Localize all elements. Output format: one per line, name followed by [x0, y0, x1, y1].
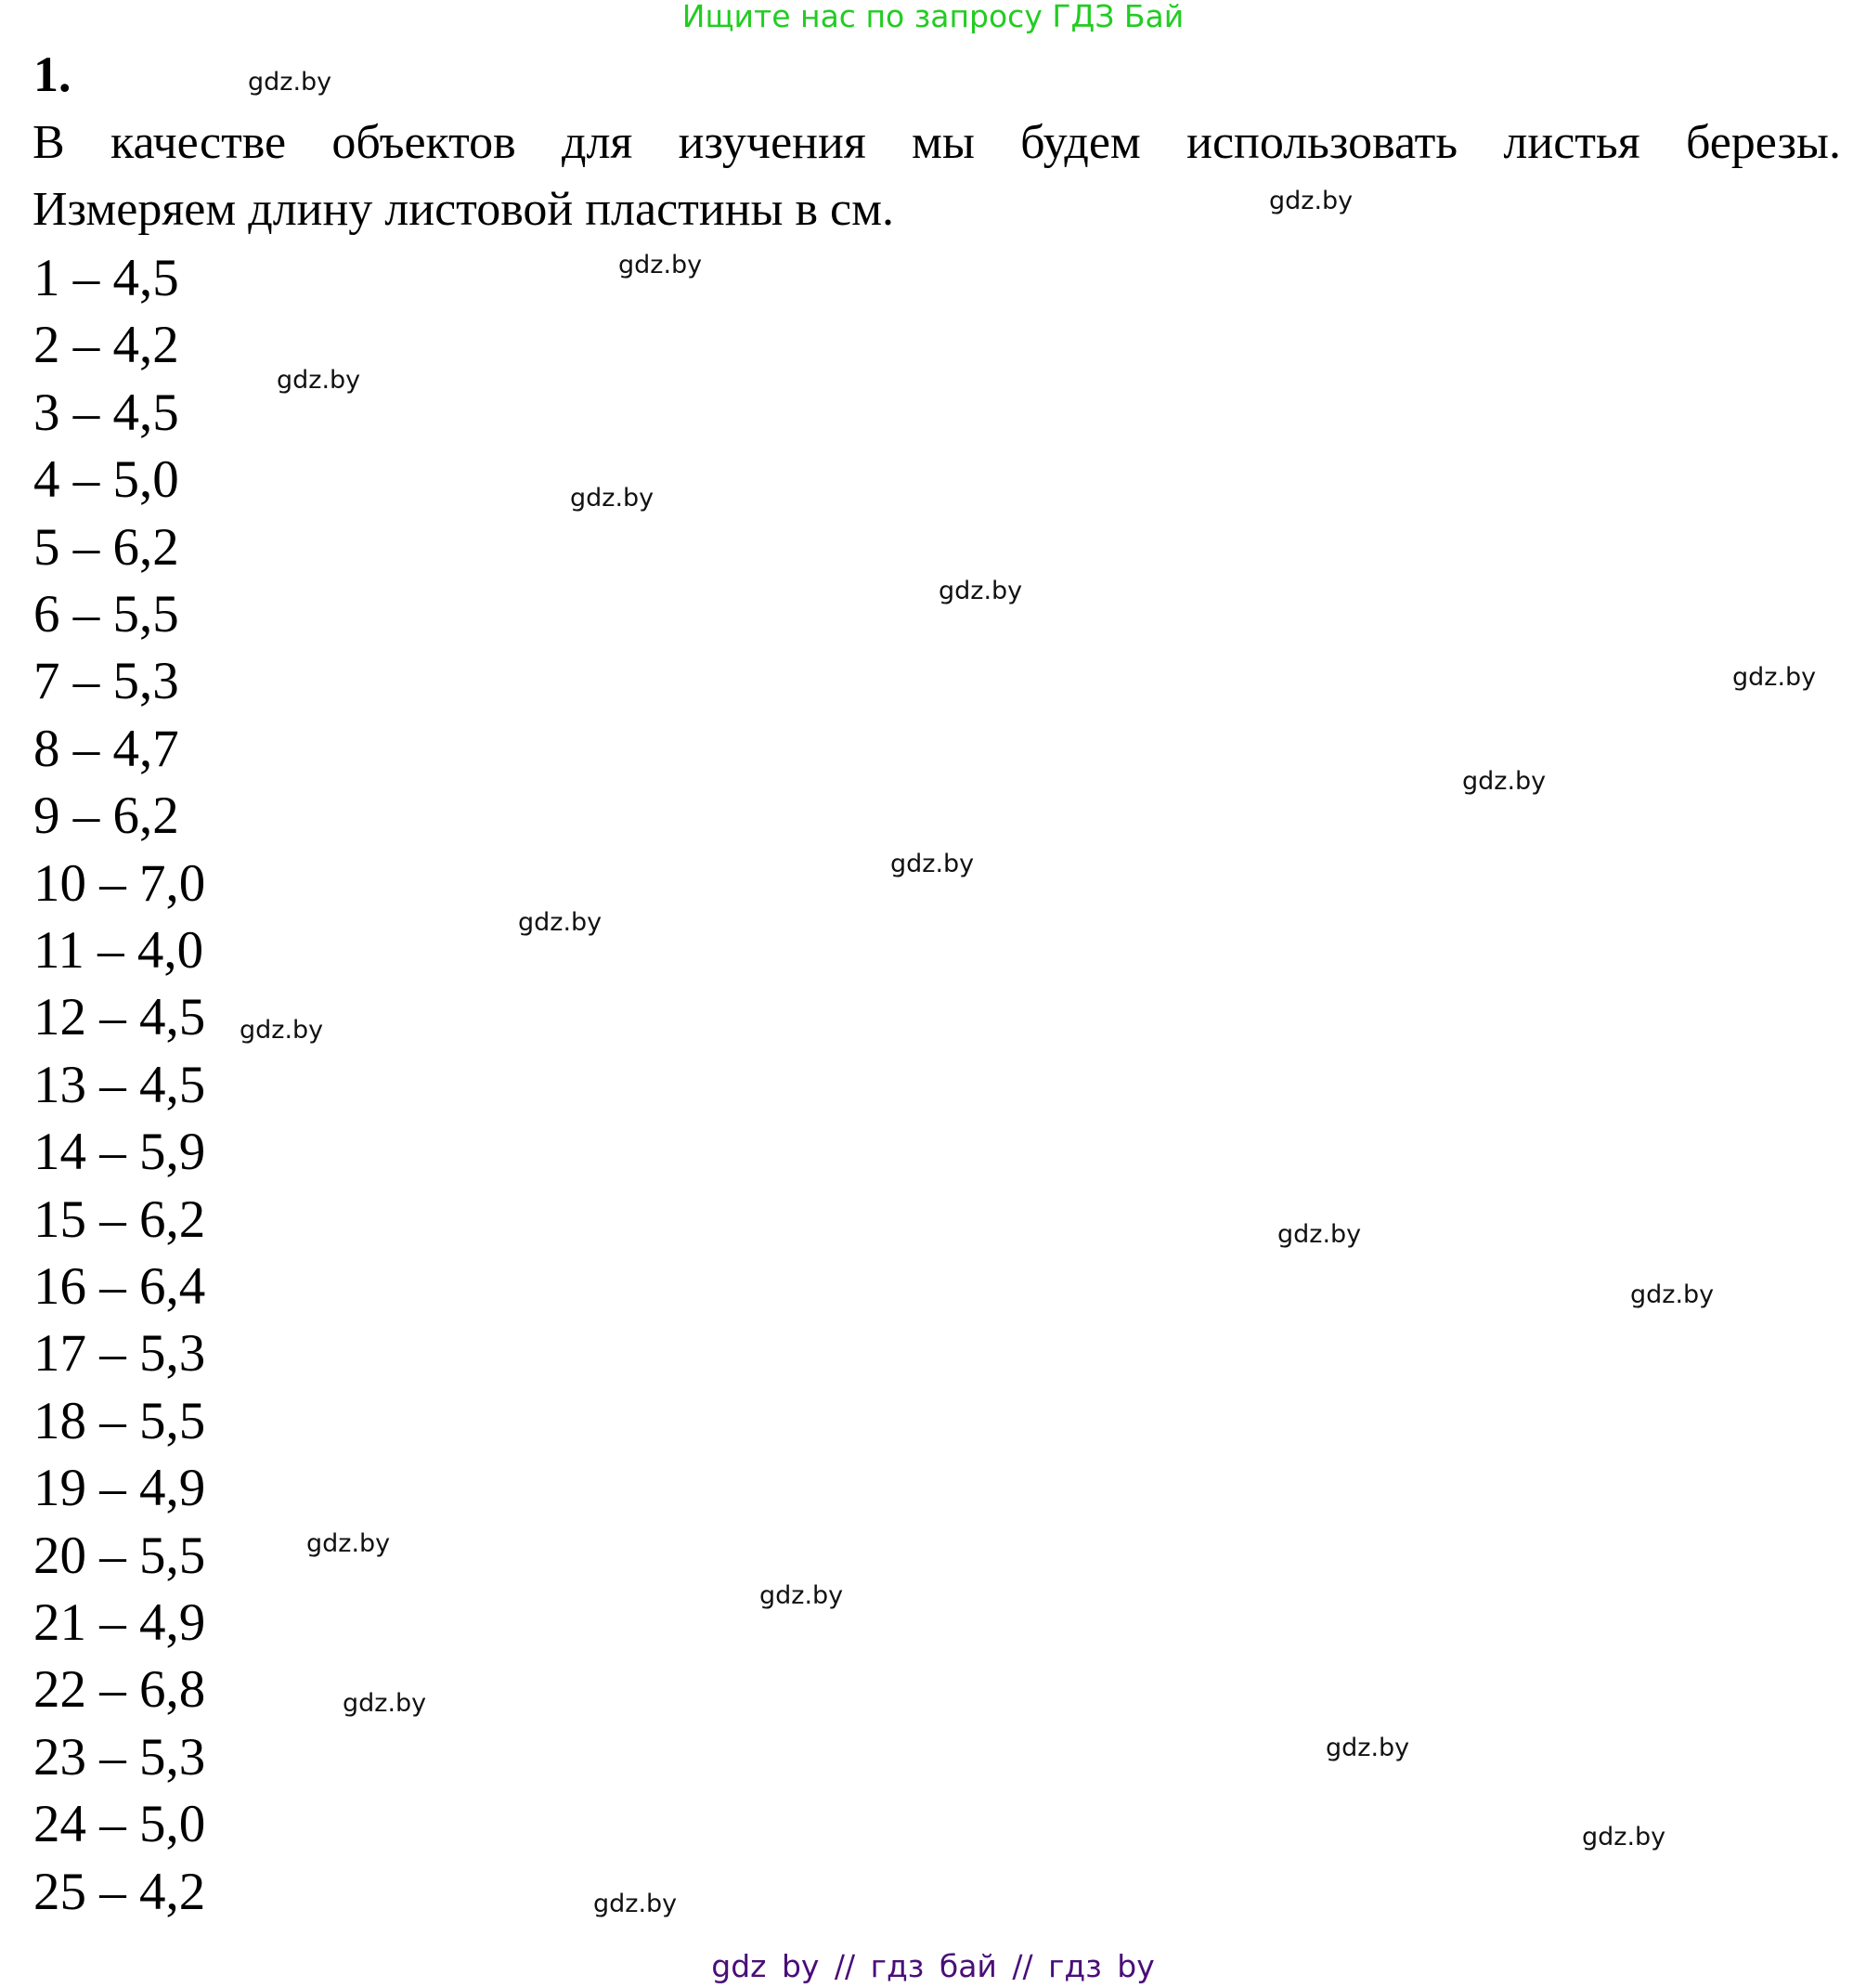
measurement-row: 22 – 6,8 [33, 1660, 206, 1719]
watermark: gdz.by [618, 251, 703, 279]
watermark: gdz.by [1269, 187, 1354, 215]
measurement-row: 9 – 6,2 [33, 786, 179, 845]
measurement-row: 13 – 4,5 [33, 1056, 206, 1114]
measurement-row: 15 – 6,2 [33, 1190, 206, 1249]
measurement-row: 14 – 5,9 [33, 1123, 206, 1181]
footer-links: gdz by // гдз бай // гдз by [711, 1948, 1155, 1984]
watermark: gdz.by [1326, 1734, 1410, 1762]
measurement-row: 24 – 5,0 [33, 1795, 206, 1853]
measurement-row: 12 – 4,5 [33, 988, 206, 1046]
watermark: gdz.by [1732, 663, 1817, 692]
promo-banner: Ищите нас по запросу ГДЗ Бай [681, 0, 1185, 34]
measurement-row: 17 – 5,3 [33, 1324, 206, 1383]
watermark: gdz.by [518, 908, 603, 937]
measurement-row: 5 – 6,2 [33, 518, 179, 577]
watermark: gdz.by [759, 1581, 844, 1610]
measurement-row: 1 – 4,5 [33, 249, 179, 307]
measurement-row: 25 – 4,2 [33, 1863, 206, 1921]
watermark: gdz.by [343, 1689, 427, 1718]
watermark: gdz.by [1277, 1220, 1362, 1249]
measurement-row: 16 – 6,4 [33, 1257, 206, 1316]
measurement-row: 18 – 5,5 [33, 1392, 206, 1450]
watermark: gdz.by [306, 1529, 391, 1558]
watermark: gdz.by [240, 1016, 324, 1045]
task-number: 1. [33, 46, 71, 102]
measurement-row: 3 – 4,5 [33, 383, 179, 442]
watermark: gdz.by [1582, 1823, 1666, 1852]
intro-text-line-2: Измеряем длину листовой пластины в см. [32, 183, 895, 236]
watermark: gdz.by [1462, 767, 1547, 796]
measurement-row: 20 – 5,5 [33, 1527, 206, 1585]
measurement-row: 8 – 4,7 [33, 720, 179, 778]
watermark: gdz.by [939, 577, 1023, 605]
watermark: gdz.by [570, 484, 654, 513]
measurement-row: 6 – 5,5 [33, 585, 179, 643]
measurement-row: 19 – 4,9 [33, 1459, 206, 1517]
measurement-row: 4 – 5,0 [33, 450, 179, 509]
measurement-row: 11 – 4,0 [33, 921, 204, 980]
measurement-row: 23 – 5,3 [33, 1728, 206, 1787]
watermark: gdz.by [1630, 1280, 1715, 1309]
measurement-row: 7 – 5,3 [33, 652, 179, 710]
intro-text-line-1: В качестве объектов для изучения мы будем использовать листья березы. [32, 116, 1841, 169]
watermark: gdz.by [277, 366, 361, 395]
measurement-row: 10 – 7,0 [33, 854, 206, 913]
measurement-row: 2 – 4,2 [33, 316, 179, 374]
watermark: gdz.by [248, 68, 332, 97]
watermark: gdz.by [890, 850, 975, 878]
watermark: gdz.by [593, 1890, 678, 1918]
measurement-row: 21 – 4,9 [33, 1593, 206, 1652]
